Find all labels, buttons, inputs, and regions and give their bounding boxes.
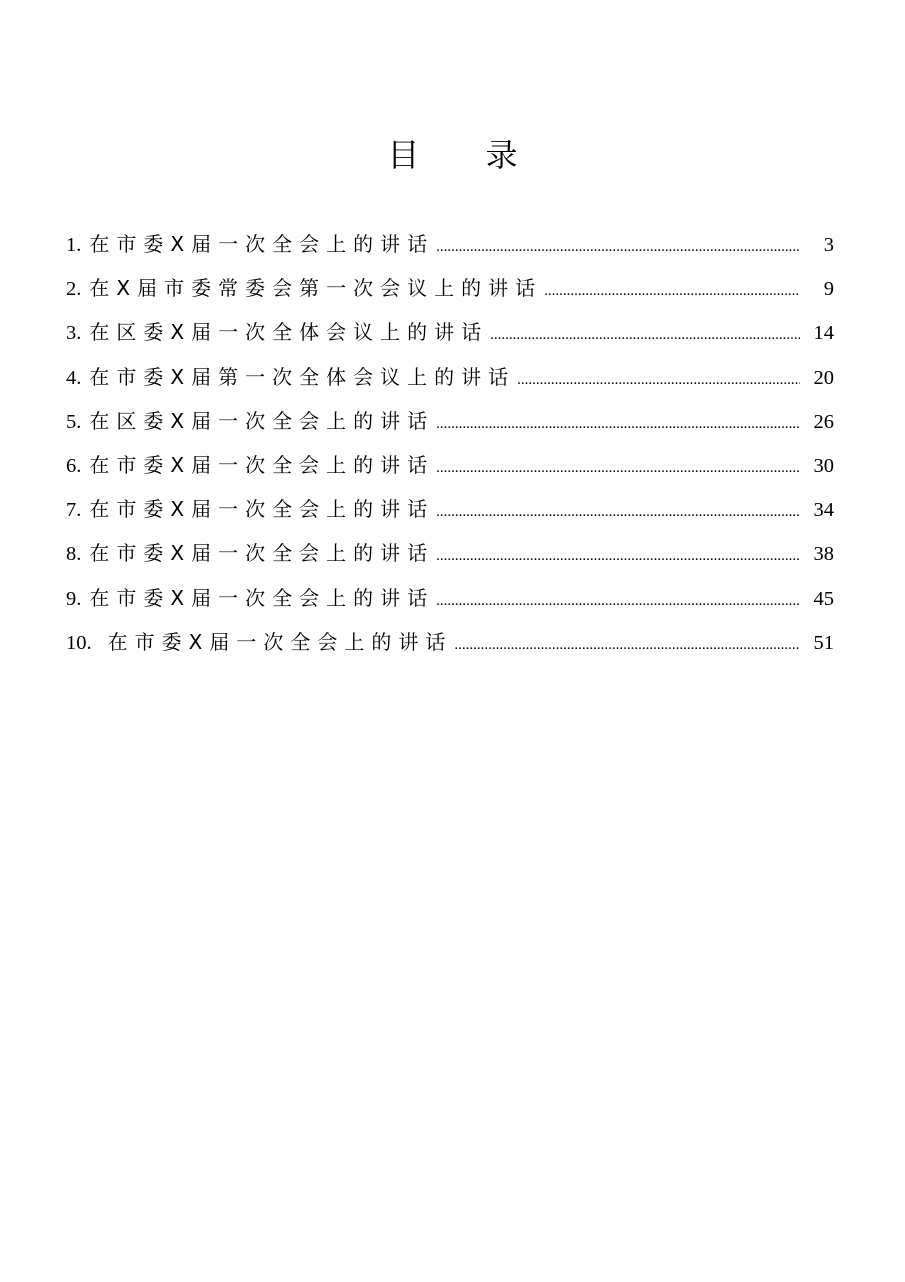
toc-entry-page: 51	[813, 631, 834, 654]
toc-entry-page: 9	[823, 278, 834, 301]
toc-dot-leader	[436, 534, 800, 578]
toc-entry-page: 20	[813, 366, 834, 389]
toc-dot-leader	[436, 402, 800, 446]
toc-entry-number: 1.	[66, 234, 82, 256]
toc-dot-leader	[436, 490, 800, 534]
toc-entry[interactable]	[66, 399, 834, 443]
toc-entry-title: 在市委X届一次全会上的讲话	[89, 541, 435, 566]
toc-dot-leader	[454, 623, 800, 667]
toc-entry[interactable]	[66, 487, 834, 531]
page-title: 目 录	[387, 136, 546, 174]
toc-dot-leader	[436, 225, 800, 269]
toc-entry-page: 3	[823, 234, 834, 256]
toc-entry-page: 30	[813, 454, 834, 477]
toc-dot-leader	[517, 358, 800, 402]
toc-dot-leader	[490, 313, 800, 357]
toc-entry-title: 在市委X届一次全会上的讲话	[89, 497, 435, 522]
toc-entry-page: 26	[813, 410, 834, 433]
toc-entry[interactable]	[66, 531, 834, 575]
toc-entry[interactable]	[66, 355, 834, 399]
toc-entry-page: 34	[813, 499, 834, 522]
toc-entry-title: 在区委X届一次全体会议上的讲话	[89, 320, 489, 345]
toc-entry-number: 9.	[66, 587, 82, 610]
toc-entry-page: 38	[813, 543, 834, 566]
toc-entry-title: 在区委X届一次全会上的讲话	[89, 408, 435, 433]
toc-entry-page: 45	[813, 587, 834, 610]
toc-entry-page: 14	[813, 322, 834, 345]
toc-entry-title: 在市委X届第一次全体会议上的讲话	[89, 364, 516, 389]
toc-entry[interactable]	[66, 443, 834, 487]
toc-entry-title: 在市委X届一次全会上的讲话	[89, 232, 435, 256]
table-of-contents	[66, 222, 834, 664]
toc-entry-number: 10.	[66, 631, 92, 654]
toc-entry-title: 在X届市委常委会第一次会议上的讲话	[89, 276, 543, 301]
toc-entry-number: 5.	[66, 410, 82, 433]
toc-entry-title: 在市委X届一次全会上的讲话	[89, 452, 435, 477]
toc-entry-number: 8.	[66, 543, 82, 566]
toc-entry-number: 4.	[66, 366, 82, 389]
toc-entry[interactable]	[66, 310, 834, 354]
toc-entry[interactable]	[66, 576, 834, 620]
toc-entry-number: 2.	[66, 278, 82, 301]
toc-entry-title: 在市委X届一次全会上的讲话	[89, 585, 435, 610]
toc-entry-number: 3.	[66, 322, 82, 345]
toc-entry-number: 6.	[66, 454, 82, 477]
toc-entry-title: 在市委X届一次全会上的讲话	[107, 629, 453, 654]
toc-dot-leader	[544, 269, 800, 313]
toc-dot-leader	[436, 446, 800, 490]
toc-entry[interactable]	[66, 222, 834, 266]
toc-entry[interactable]	[66, 266, 834, 310]
toc-entry[interactable]	[66, 620, 834, 664]
toc-entry-number: 7.	[66, 499, 82, 522]
toc-dot-leader	[436, 579, 800, 623]
